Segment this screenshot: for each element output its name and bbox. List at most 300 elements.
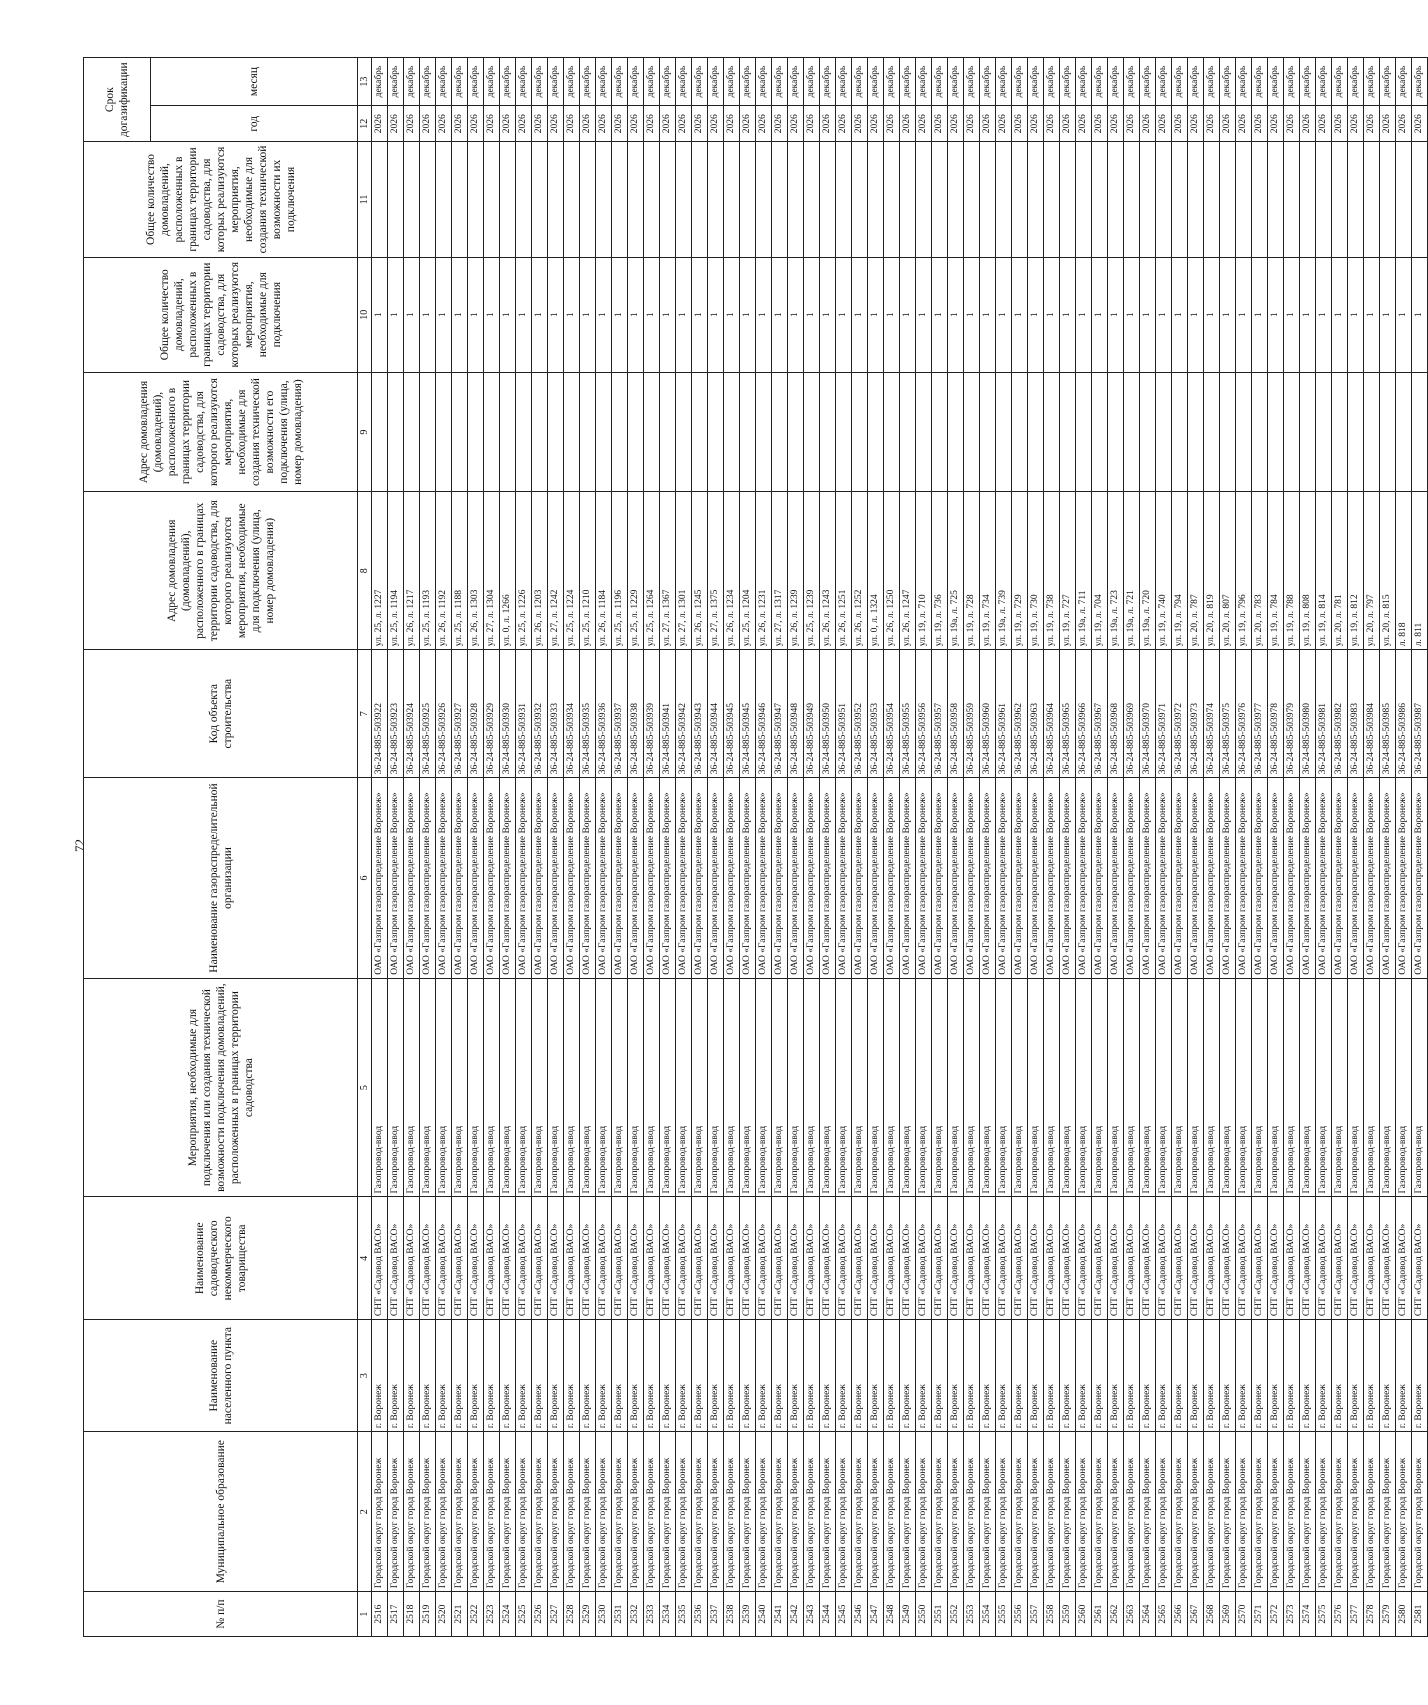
table-cell: [612, 142, 628, 257]
table-cell: 36-24-885-503924: [404, 650, 420, 778]
table-cell: 1: [996, 257, 1012, 372]
table-cell: 1: [1124, 257, 1140, 372]
table-cell: [1348, 372, 1364, 491]
table-row: [996, 58, 1012, 1637]
table-cell: 2026: [820, 106, 836, 142]
table-cell: ОАО «Газпром газораспределение Воронеж»: [740, 778, 756, 979]
table-cell: ОАО «Газпром газораспределение Воронеж»: [1316, 778, 1332, 979]
table-cell: [1092, 142, 1108, 257]
table-row: [372, 58, 388, 1637]
table-cell: ул. 19, л. 704: [1092, 492, 1108, 650]
table-cell: ОАО «Газпром газораспределение Воронеж»: [1300, 778, 1316, 979]
table-cell: г. Воронеж: [996, 1320, 1012, 1432]
table-cell: Городской округ город Воронеж: [516, 1432, 532, 1592]
table-cell: Газопровод-ввод: [1060, 978, 1076, 1197]
table-cell: СНТ «Садовод ВАСО»: [1316, 1197, 1332, 1320]
table-row: [836, 58, 852, 1637]
table-cell: 2026: [900, 106, 916, 142]
table-cell: декабрь: [484, 58, 500, 106]
table-cell: декабрь: [628, 58, 644, 106]
table-cell: [1188, 372, 1204, 491]
table-cell: 36-24-885-503945: [740, 650, 756, 778]
table-cell: ОАО «Газпром газораспределение Воронеж»: [564, 778, 580, 979]
table-row: [484, 58, 500, 1637]
table-cell: [1412, 372, 1428, 491]
table-cell: 36-24-885-503939: [644, 650, 660, 778]
table-cell: 36-24-885-503932: [532, 650, 548, 778]
table-cell: [1028, 142, 1044, 257]
table-cell: г. Воронеж: [1348, 1320, 1364, 1432]
table-cell: 1: [1220, 257, 1236, 372]
table-cell: Газопровод-ввод: [372, 978, 388, 1197]
table-cell: 2026: [1284, 106, 1300, 142]
table-cell: СНТ «Садовод ВАСО»: [500, 1197, 516, 1320]
table-cell: ОАО «Газпром газораспределение Воронеж»: [932, 778, 948, 979]
table-cell: г. Воронеж: [1028, 1320, 1044, 1432]
table-cell: 2026: [1156, 106, 1172, 142]
table-cell: Городской округ город Воронеж: [1252, 1432, 1268, 1592]
table-cell: Газопровод-ввод: [1076, 978, 1092, 1197]
table-row: [1028, 58, 1044, 1637]
table-cell: г. Воронеж: [1076, 1320, 1092, 1432]
table-cell: [708, 372, 724, 491]
table-cell: СНТ «Садовод ВАСО»: [644, 1197, 660, 1320]
table-cell: ул. 26, л. 1239: [788, 492, 804, 650]
table-cell: 36-24-885-503970: [1140, 650, 1156, 778]
table-cell: Городской округ город Воронеж: [644, 1432, 660, 1592]
table-cell: Городской округ город Воронеж: [500, 1432, 516, 1592]
table-cell: 36-24-885-503935: [580, 650, 596, 778]
table-cell: 2026: [372, 106, 388, 142]
header-cell: Общее количество домовладений, расположенных в границах территории садоводства, для которых реализуются мероприятия, необходимые для создания технической возможности их подключения: [84, 142, 358, 257]
table-cell: 2576: [1332, 1592, 1348, 1637]
table-cell: СНТ «Садовод ВАСО»: [1252, 1197, 1268, 1320]
table-cell: СНТ «Садовод ВАСО»: [1364, 1197, 1380, 1320]
table-cell: Городской округ город Воронеж: [980, 1432, 996, 1592]
table-cell: 2561: [1092, 1592, 1108, 1637]
table-cell: 2026: [932, 106, 948, 142]
table-cell: [420, 142, 436, 257]
table-row: [564, 58, 580, 1637]
table-cell: 36-24-885-503922: [372, 650, 388, 778]
table-row: [1364, 58, 1380, 1637]
table-cell: [596, 142, 612, 257]
table-cell: [1252, 142, 1268, 257]
table-cell: Городской округ город Воронеж: [532, 1432, 548, 1592]
column-number-cell: 6: [358, 778, 372, 979]
table-cell: Газопровод-ввод: [1412, 978, 1428, 1197]
table-cell: г. Воронеж: [420, 1320, 436, 1432]
table-cell: декабрь: [1380, 58, 1396, 106]
table-cell: ОАО «Газпром газораспределение Воронеж»: [1252, 778, 1268, 979]
table-row: [1204, 58, 1220, 1637]
table-cell: СНТ «Садовод ВАСО»: [1268, 1197, 1284, 1320]
table-cell: 1: [836, 257, 852, 372]
table-cell: Газопровод-ввод: [484, 978, 500, 1197]
table-cell: Газопровод-ввод: [564, 978, 580, 1197]
table-cell: ул. 25, л. 1204: [740, 492, 756, 650]
table-cell: [756, 142, 772, 257]
table-cell: [580, 142, 596, 257]
table-cell: 2026: [500, 106, 516, 142]
table-cell: ОАО «Газпром газораспределение Воронеж»: [1012, 778, 1028, 979]
table-row: [1140, 58, 1156, 1637]
table-cell: декабрь: [804, 58, 820, 106]
table-row: [948, 58, 964, 1637]
table-cell: СНТ «Садовод ВАСО»: [436, 1197, 452, 1320]
table-cell: декабрь: [852, 58, 868, 106]
table-cell: ОАО «Газпром газораспределение Воронеж»: [484, 778, 500, 979]
table-cell: 1: [756, 257, 772, 372]
table-cell: [564, 372, 580, 491]
table-cell: 36-24-885-503976: [1236, 650, 1252, 778]
table-cell: Городской округ город Воронеж: [820, 1432, 836, 1592]
table-cell: г. Воронеж: [1156, 1320, 1172, 1432]
table-cell: СНТ «Садовод ВАСО»: [468, 1197, 484, 1320]
table-cell: 2566: [1172, 1592, 1188, 1637]
table-cell: СНТ «Садовод ВАСО»: [772, 1197, 788, 1320]
table-cell: 36-24-885-503951: [836, 650, 852, 778]
table-cell: 1: [852, 257, 868, 372]
table-cell: 2535: [676, 1592, 692, 1637]
table-cell: СНТ «Садовод ВАСО»: [916, 1197, 932, 1320]
table-cell: СНТ «Садовод ВАСО»: [612, 1197, 628, 1320]
table-cell: Газопровод-ввод: [420, 978, 436, 1197]
table-row: [868, 58, 884, 1637]
table-cell: 1: [564, 257, 580, 372]
table-cell: ул. 20, л. 783: [1252, 492, 1268, 650]
table-cell: 2529: [580, 1592, 596, 1637]
table-cell: 2521: [452, 1592, 468, 1637]
table-cell: декабрь: [660, 58, 676, 106]
table-cell: 2026: [1268, 106, 1284, 142]
table-cell: [452, 142, 468, 257]
table-cell: ул. 27, л. 1301: [676, 492, 692, 650]
column-number-cell: 1: [358, 1592, 372, 1637]
table-cell: СНТ «Садовод ВАСО»: [580, 1197, 596, 1320]
table-cell: [388, 372, 404, 491]
table-cell: [772, 142, 788, 257]
table-cell: 2026: [436, 106, 452, 142]
table-cell: ОАО «Газпром газораспределение Воронеж»: [1348, 778, 1364, 979]
table-cell: 2026: [1188, 106, 1204, 142]
table-cell: 2026: [548, 106, 564, 142]
table-cell: 2534: [660, 1592, 676, 1637]
table-cell: 2026: [724, 106, 740, 142]
table-cell: г. Воронеж: [1172, 1320, 1188, 1432]
table-cell: Газопровод-ввод: [1252, 978, 1268, 1197]
table-cell: ул. 26, л. 1231: [756, 492, 772, 650]
table-row: [708, 58, 724, 1637]
table-cell: Городской округ город Воронеж: [1188, 1432, 1204, 1592]
table-cell: 1: [1364, 257, 1380, 372]
table-cell: 2026: [1380, 106, 1396, 142]
table-cell: ОАО «Газпром газораспределение Воронеж»: [884, 778, 900, 979]
table-cell: ОАО «Газпром газораспределение Воронеж»: [388, 778, 404, 979]
table-cell: 1: [1284, 257, 1300, 372]
table-cell: 2540: [756, 1592, 772, 1637]
table-cell: г. Воронеж: [1332, 1320, 1348, 1432]
table-cell: 36-24-885-503965: [1060, 650, 1076, 778]
column-number-cell: 11: [358, 142, 372, 257]
table-cell: ул. 25, л. 1239: [804, 492, 820, 650]
table-cell: [1092, 372, 1108, 491]
table-cell: 1: [404, 257, 420, 372]
table-cell: 2026: [804, 106, 820, 142]
table-row: [692, 58, 708, 1637]
table-cell: 1: [644, 257, 660, 372]
table-cell: [916, 142, 932, 257]
table-cell: 36-24-885-503974: [1204, 650, 1220, 778]
table-cell: 2543: [804, 1592, 820, 1637]
table-cell: 36-24-885-503931: [516, 650, 532, 778]
table-cell: ул. 19а, л. 723: [1108, 492, 1124, 650]
table-cell: Городской округ город Воронеж: [1028, 1432, 1044, 1592]
table-cell: декабрь: [1364, 58, 1380, 106]
table-cell: [1284, 372, 1300, 491]
table-cell: ул. 26, л. 1250: [884, 492, 900, 650]
table-cell: 2517: [388, 1592, 404, 1637]
table-cell: [1060, 372, 1076, 491]
table-cell: 36-24-885-503961: [996, 650, 1012, 778]
table-cell: ОАО «Газпром газораспределение Воронеж»: [868, 778, 884, 979]
table-cell: декабрь: [1300, 58, 1316, 106]
table-cell: СНТ «Садовод ВАСО»: [484, 1197, 500, 1320]
table-cell: г. Воронеж: [820, 1320, 836, 1432]
table-cell: [532, 142, 548, 257]
table-cell: Городской округ город Воронеж: [468, 1432, 484, 1592]
table-cell: 2544: [820, 1592, 836, 1637]
column-number-cell: 3: [358, 1320, 372, 1432]
table-cell: ОАО «Газпром газораспределение Воронеж»: [1364, 778, 1380, 979]
table-cell: [1156, 372, 1172, 491]
table-cell: СНТ «Садовод ВАСО»: [932, 1197, 948, 1320]
header-cell: Код объекта строительства: [84, 650, 358, 778]
header-cell-deadline: Срок догазификации: [84, 58, 151, 142]
table-cell: СНТ «Садовод ВАСО»: [1236, 1197, 1252, 1320]
table-cell: г. Воронеж: [1220, 1320, 1236, 1432]
table-cell: ул. 20, л. 797: [1364, 492, 1380, 650]
table-cell: СНТ «Садовод ВАСО»: [660, 1197, 676, 1320]
table-cell: ОАО «Газпром газораспределение Воронеж»: [980, 778, 996, 979]
table-cell: 36-24-885-503957: [932, 650, 948, 778]
table-cell: 36-24-885-503978: [1268, 650, 1284, 778]
table-cell: Газопровод-ввод: [996, 978, 1012, 1197]
table-cell: декабрь: [932, 58, 948, 106]
table-cell: СНТ «Садовод ВАСО»: [1028, 1197, 1044, 1320]
table-cell: 36-24-885-503955: [900, 650, 916, 778]
table-cell: ул. 19а, л. 725: [948, 492, 964, 650]
table-cell: 2538: [724, 1592, 740, 1637]
table-cell: СНТ «Садовод ВАСО»: [868, 1197, 884, 1320]
table-cell: Газопровод-ввод: [964, 978, 980, 1197]
table-cell: г. Воронеж: [628, 1320, 644, 1432]
table-cell: [1060, 142, 1076, 257]
table-cell: 36-24-885-503977: [1252, 650, 1268, 778]
table-cell: ул. 25, л. 1194: [388, 492, 404, 650]
table-cell: 2026: [660, 106, 676, 142]
table-cell: ул. 19, л. 729: [1012, 492, 1028, 650]
table-row: [532, 58, 548, 1637]
column-number-cell: 7: [358, 650, 372, 778]
table-cell: [836, 372, 852, 491]
table-cell: 1: [452, 257, 468, 372]
table-cell: [852, 372, 868, 491]
table-cell: ул. 26, л. 1245: [692, 492, 708, 650]
table-cell: г. Воронеж: [932, 1320, 948, 1432]
table-cell: Городской округ город Воронеж: [1076, 1432, 1092, 1592]
table-cell: Городской округ город Воронеж: [388, 1432, 404, 1592]
table-cell: 2557: [1028, 1592, 1044, 1637]
table-cell: [1380, 372, 1396, 491]
table-cell: 36-24-885-503923: [388, 650, 404, 778]
table-cell: СНТ «Садовод ВАСО»: [420, 1197, 436, 1320]
table-cell: г. Воронеж: [484, 1320, 500, 1432]
table-cell: 36-24-885-503950: [820, 650, 836, 778]
table-cell: декабрь: [1252, 58, 1268, 106]
table-cell: 2523: [484, 1592, 500, 1637]
table-cell: ОАО «Газпром газораспределение Воронеж»: [836, 778, 852, 979]
table-cell: декабрь: [1188, 58, 1204, 106]
table-cell: 2542: [788, 1592, 804, 1637]
table-row: [788, 58, 804, 1637]
table-cell: г. Воронеж: [884, 1320, 900, 1432]
table-cell: ул. 20, л. 819: [1204, 492, 1220, 650]
column-number-row: [358, 58, 372, 1637]
table-cell: ОАО «Газпром газораспределение Воронеж»: [1236, 778, 1252, 979]
table-cell: Городской округ город Воронеж: [868, 1432, 884, 1592]
table-cell: 2536: [692, 1592, 708, 1637]
table-cell: 1: [804, 257, 820, 372]
table-cell: [500, 372, 516, 491]
table-cell: СНТ «Садовод ВАСО»: [1204, 1197, 1220, 1320]
table-cell: 2026: [1252, 106, 1268, 142]
table-cell: [1076, 372, 1092, 491]
table-cell: декабрь: [1268, 58, 1284, 106]
table-cell: 1: [1268, 257, 1284, 372]
column-number-cell: 5: [358, 978, 372, 1197]
table-row: [932, 58, 948, 1637]
table-cell: 2026: [1348, 106, 1364, 142]
table-cell: Городской округ город Воронеж: [964, 1432, 980, 1592]
table-cell: 2026: [404, 106, 420, 142]
table-cell: 36-24-885-503979: [1284, 650, 1300, 778]
table-cell: Газопровод-ввод: [820, 978, 836, 1197]
table-cell: ул. 19а, л. 711: [1076, 492, 1092, 650]
table-cell: СНТ «Садовод ВАСО»: [1380, 1197, 1396, 1320]
table-cell: 2026: [1396, 106, 1412, 142]
table-cell: 2580: [1396, 1592, 1412, 1637]
table-cell: 36-24-885-503968: [1108, 650, 1124, 778]
table-cell: л. 811: [1412, 492, 1428, 650]
table-cell: [868, 372, 884, 491]
table-cell: ул. 19, л. 730: [1028, 492, 1044, 650]
table-cell: [596, 372, 612, 491]
table-cell: Городской округ город Воронеж: [372, 1432, 388, 1592]
table-cell: [1172, 372, 1188, 491]
table-cell: г. Воронеж: [1236, 1320, 1252, 1432]
table-cell: 2026: [1124, 106, 1140, 142]
table-cell: Газопровод-ввод: [516, 978, 532, 1197]
table-cell: 1: [388, 257, 404, 372]
table-cell: 2026: [1076, 106, 1092, 142]
table-cell: [1012, 372, 1028, 491]
table-cell: [788, 372, 804, 491]
table-cell: [1044, 142, 1060, 257]
table-cell: [516, 372, 532, 491]
table-cell: декабрь: [516, 58, 532, 106]
table-cell: ОАО «Газпром газораспределение Воронеж»: [1396, 778, 1412, 979]
table-cell: 2575: [1316, 1592, 1332, 1637]
table-cell: Газопровод-ввод: [884, 978, 900, 1197]
table-cell: 2026: [1236, 106, 1252, 142]
table-cell: [612, 372, 628, 491]
table-cell: ул. 19, л. 734: [980, 492, 996, 650]
table-cell: [1252, 372, 1268, 491]
table-cell: 36-24-885-503930: [500, 650, 516, 778]
table-cell: 36-24-885-503969: [1124, 650, 1140, 778]
table-cell: Городской округ город Воронеж: [708, 1432, 724, 1592]
table-cell: 2559: [1060, 1592, 1076, 1637]
table-cell: г. Воронеж: [948, 1320, 964, 1432]
table-cell: Газопровод-ввод: [644, 978, 660, 1197]
table-cell: ОАО «Газпром газораспределение Воронеж»: [1076, 778, 1092, 979]
table-row: [916, 58, 932, 1637]
table-cell: Газопровод-ввод: [1348, 978, 1364, 1197]
header-cell: Мероприятия, необходимые для подключения или создания технической возможности подключения домовладений, расположенных в границах территории садоводства: [84, 978, 358, 1197]
table-cell: 2026: [1332, 106, 1348, 142]
header-cell-month: месяц: [151, 58, 358, 106]
table-cell: 2525: [516, 1592, 532, 1637]
table-cell: 2026: [644, 106, 660, 142]
table-cell: 36-24-885-503947: [772, 650, 788, 778]
table-cell: [804, 372, 820, 491]
table-cell: г. Воронеж: [660, 1320, 676, 1432]
table-row: [964, 58, 980, 1637]
table-cell: г. Воронеж: [1268, 1320, 1284, 1432]
table-cell: ОАО «Газпром газораспределение Воронеж»: [596, 778, 612, 979]
table-cell: СНТ «Садовод ВАСО»: [884, 1197, 900, 1320]
table-cell: ул. 25, л. 1224: [564, 492, 580, 650]
table-cell: 1: [740, 257, 756, 372]
table-cell: г. Воронеж: [756, 1320, 772, 1432]
table-cell: 1: [1380, 257, 1396, 372]
table-cell: 1: [612, 257, 628, 372]
table-cell: 1: [660, 257, 676, 372]
table-cell: [1108, 142, 1124, 257]
table-cell: 1: [628, 257, 644, 372]
table-cell: [580, 372, 596, 491]
table-cell: 2526: [532, 1592, 548, 1637]
table-cell: декабрь: [500, 58, 516, 106]
register-table: [83, 57, 1428, 1637]
table-cell: ул. 27, л. 1242: [548, 492, 564, 650]
table-cell: Газопровод-ввод: [788, 978, 804, 1197]
table-cell: г. Воронеж: [900, 1320, 916, 1432]
table-cell: 36-24-885-503943: [692, 650, 708, 778]
table-cell: 1: [820, 257, 836, 372]
table-row: [756, 58, 772, 1637]
table-row: [1124, 58, 1140, 1637]
table-cell: Городской округ город Воронеж: [772, 1432, 788, 1592]
table-cell: 2026: [868, 106, 884, 142]
table-cell: [468, 372, 484, 491]
table-row: [1188, 58, 1204, 1637]
table-cell: г. Воронеж: [1252, 1320, 1268, 1432]
table-cell: Газопровод-ввод: [1220, 978, 1236, 1197]
table-cell: 2562: [1108, 1592, 1124, 1637]
table-cell: декабрь: [644, 58, 660, 106]
